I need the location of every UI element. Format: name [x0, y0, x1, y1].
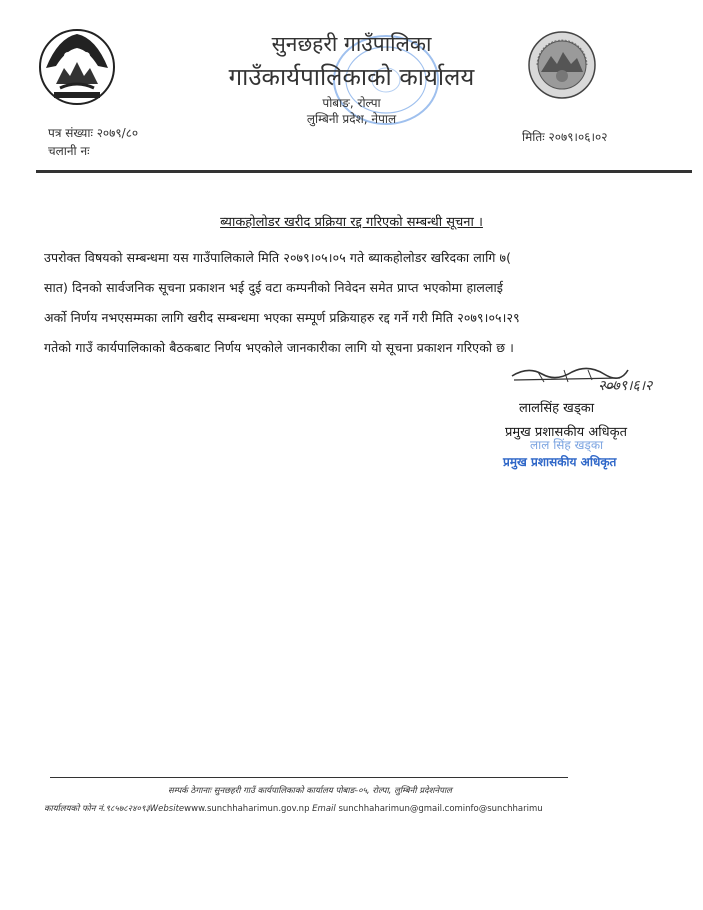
- header-office-name: गाउँकार्यपालिकाको कार्यालय: [228, 63, 475, 91]
- header-province: लुम्बिनी प्रदेश, नेपाल: [306, 112, 397, 126]
- header-divider: [36, 170, 692, 173]
- footer-website: www.sunchhaharimun.gov.np: [184, 804, 310, 814]
- footer-address: सम्पर्क ठेगानाः सुनछहरी गाउँ कार्यपालिकाको कार्यालय पोबाङ-०५, रोल्पा, लुम्बिनी प्रदेशनेपाल: [168, 786, 452, 796]
- dispatch-number: चलानी नः: [48, 144, 90, 158]
- footer-email: sunchhaharimun@gmail.cominfo@sunchharimu: [338, 804, 543, 814]
- handwritten-date: २०७९।६।२: [598, 378, 653, 394]
- footer-divider: [50, 777, 568, 778]
- letter-date: मितिः २०७९।०६।०२: [522, 130, 608, 144]
- header-municipality-name: सुनछहरी गाउँपालिका: [271, 32, 432, 56]
- stamp-title: प्रमुख प्रशासकीय अधिकृत: [503, 455, 617, 469]
- signatory-name: लालसिंह खड्का: [519, 401, 595, 416]
- notice-line-3: अर्को निर्णय नभएसम्मका लागि खरीद सम्बन्धमा भएका सम्पूर्ण प्रक्रियाहरु रद्द गर्ने गरी मिति २०७९।०५।२९: [44, 310, 520, 325]
- footer-contact: [44, 803, 543, 814]
- footer-email-label: Email: [312, 804, 336, 814]
- stamp-name: लाल सिंह खड्का: [530, 438, 604, 452]
- notice-line-4: गतेको गाउँ कार्यपालिकाको बैठकबाट निर्णय भएकोले जानकारीका लागि यो सूचना प्रकाशन गरिएको छ ।: [44, 340, 514, 355]
- notice-line-2: सात) दिनको सार्वजनिक सूचना प्रकाशन भई दुई वटा कम्पनीको निवेदन समेत प्राप्त भएकोमा हाललाई: [44, 280, 504, 295]
- signatory-title: प्रमुख प्रशासकीय अधिकृत: [505, 425, 628, 440]
- header-location: पोबाङ, रोल्पा: [322, 96, 381, 110]
- notice-line-1: उपरोक्त विषयको सम्बन्धमा यस गाउँपालिकाले मिति २०७९।०५।०५ गते ब्याकहोलोडर खरिदका लागि ७(: [44, 250, 512, 265]
- footer-website-label: Website: [149, 804, 185, 814]
- letter-number: पत्र संख्याः २०७९/८०: [48, 126, 139, 140]
- notice-subject: ब्याकहोलोडर खरीद प्रक्रिया रद्द गरिएको सम्बन्धी सूचना ।: [220, 215, 483, 230]
- footer-phone: कार्यालयको फोन नं.९८५७८२४०९३: [44, 804, 150, 814]
